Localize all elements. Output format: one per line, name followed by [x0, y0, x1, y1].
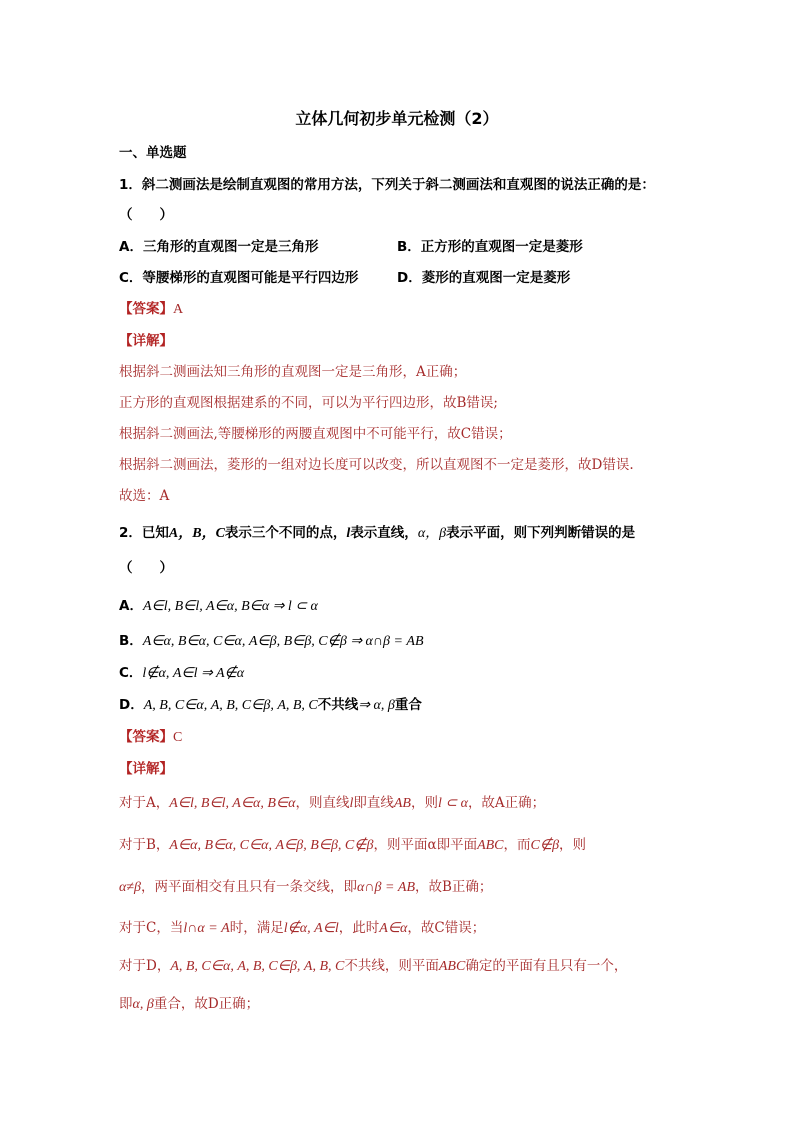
detail-formula: C∉β — [530, 838, 560, 853]
q1-option-c: C．等腰梯形的直观图可能是平行四边形 — [119, 270, 359, 286]
q1-detail-1: 根据斜二测画法知三角形的直观图一定是三角形，A正确； — [119, 364, 467, 380]
q1-stem: 1．斜二测画法是绘制直观图的常用方法，下列关于斜二测画法和直观图的说法正确的是： — [119, 177, 655, 193]
q2-option-b — [119, 631, 424, 652]
option-letter: A． — [119, 598, 143, 614]
detail-formula: α≠β — [119, 880, 142, 895]
q1-detail-tag: 【详解】 — [119, 333, 173, 349]
option-formula: A∈α, B∈α, C∈α, A∈β, B∈β, C∉β ⇒ α∩β = AB — [142, 634, 424, 649]
detail-text: ，故C错误； — [407, 920, 486, 936]
detail-text: 确定的平面有且只有一个， — [465, 958, 628, 974]
detail-text: 时，满足 — [229, 920, 284, 936]
detail-text: 对于D， — [119, 958, 171, 974]
q2-option-d — [119, 695, 422, 716]
detail-text: ，两平面相交有且只有一条交线，即 — [141, 879, 358, 895]
detail-text: ，故B正确； — [415, 879, 493, 895]
detail-text: 即 — [119, 996, 133, 1012]
q1-detail-5: 故选：A — [119, 488, 170, 504]
detail-text: 对于A， — [119, 795, 170, 811]
q2-stem-planes: α，β — [417, 526, 447, 541]
option-letter: C． — [119, 665, 143, 681]
q2-detail-2 — [119, 835, 586, 856]
option-text: 不共线 — [317, 697, 359, 713]
q1-paren: （ ） — [119, 207, 173, 223]
detail-formula: A, B, C∈α, A, B, C∈β, A, B, C — [170, 959, 345, 974]
q1-detail-3: 根据斜二测画法,等腰梯形的两腰直观图中不可能平行，故C错误； — [119, 426, 512, 442]
detail-formula: l∩α = A — [183, 921, 230, 936]
detail-text: ，故A正确； — [467, 795, 546, 811]
detail-text: ，则直线 — [295, 795, 350, 811]
detail-text: 不共线，则平面 — [344, 958, 439, 974]
q2-stem-line: l — [346, 526, 351, 541]
option-formula: l∉α, A∈l ⇒ A∉α — [142, 666, 245, 681]
detail-formula: AB — [393, 796, 411, 811]
q2-detail-3 — [119, 877, 492, 898]
q1-answer — [119, 299, 183, 320]
detail-formula: ABC — [477, 838, 504, 853]
option-formula: A, B, C∈α, A, B, C∈β, A, B, C — [143, 698, 318, 713]
detail-formula: l ⊂ α — [437, 796, 468, 811]
detail-formula: A∈l, B∈l, A∈α, B∈α — [169, 796, 296, 811]
q1-option-d: D．菱形的直观图一定是菱形 — [397, 270, 571, 286]
q2-answer — [119, 727, 182, 748]
detail-formula: ABC — [438, 959, 466, 974]
answer-value: C — [173, 730, 183, 745]
q2-stem-text: 表示直线， — [350, 525, 418, 541]
q1-detail-2: 正方形的直观图根据建系的不同，可以为平行四边形，故B错误; — [119, 395, 498, 411]
q2-option-a — [119, 596, 318, 617]
q2-detail-5 — [119, 956, 627, 977]
detail-text: 即直线 — [353, 795, 394, 811]
detail-text: 重合，故D正确； — [153, 996, 260, 1012]
answer-tag: 【答案】 — [119, 301, 173, 317]
q2-detail-tag: 【详解】 — [119, 761, 173, 777]
detail-text: ，而 — [503, 837, 531, 853]
detail-formula: α∩β = AB — [357, 880, 415, 895]
q1-option-a: A．三角形的直观图一定是三角形 — [119, 239, 319, 255]
q2-stem-text: 表示三个不同的点， — [224, 525, 347, 541]
section-heading: 一、单选题 — [119, 145, 187, 161]
detail-text: 对于C，当 — [119, 920, 184, 936]
option-formula: ⇒ α, β — [358, 698, 395, 713]
detail-text: ，则 — [410, 795, 438, 811]
q2-stem — [119, 523, 635, 544]
page-title: 立体几何初步单元检测（2） — [295, 109, 499, 128]
answer-tag: 【答案】 — [119, 729, 173, 745]
answer-value: A — [173, 302, 184, 317]
option-formula: A∈l, B∈l, A∈α, B∈α ⇒ l ⊂ α — [142, 599, 318, 614]
detail-text: ，则 — [559, 837, 587, 853]
detail-text: ，则平面α即平面 — [373, 837, 478, 853]
q1-detail-4: 根据斜二测画法，菱形的一组对边长度可以改变，所以直观图不一定是菱形，故D错误. — [119, 457, 634, 473]
q2-detail-6 — [119, 994, 259, 1015]
option-text: 重合 — [394, 697, 422, 713]
option-letter: B． — [119, 633, 143, 649]
q2-paren: （ ） — [119, 560, 173, 576]
detail-formula: α, β — [132, 997, 154, 1012]
q2-detail-1 — [119, 793, 545, 814]
q1-option-b: B．正方形的直观图一定是菱形 — [397, 239, 583, 255]
detail-formula: l — [349, 796, 354, 811]
q2-stem-points: A，B，C — [168, 526, 225, 541]
q2-stem-text: 2．已知 — [119, 525, 169, 541]
q2-detail-4 — [119, 918, 485, 939]
option-letter: D． — [119, 697, 144, 713]
q2-option-c — [119, 663, 244, 684]
detail-text: 对于B， — [119, 837, 170, 853]
detail-text: ，此时 — [338, 920, 380, 936]
detail-formula: A∈α — [379, 921, 408, 936]
detail-formula: A∈α, B∈α, C∈α, A∈β, B∈β, C∉β — [169, 838, 374, 853]
detail-formula: l∉α, A∈l — [283, 921, 339, 936]
q2-stem-text: 表示平面，则下列判断错误的是 — [446, 525, 636, 541]
